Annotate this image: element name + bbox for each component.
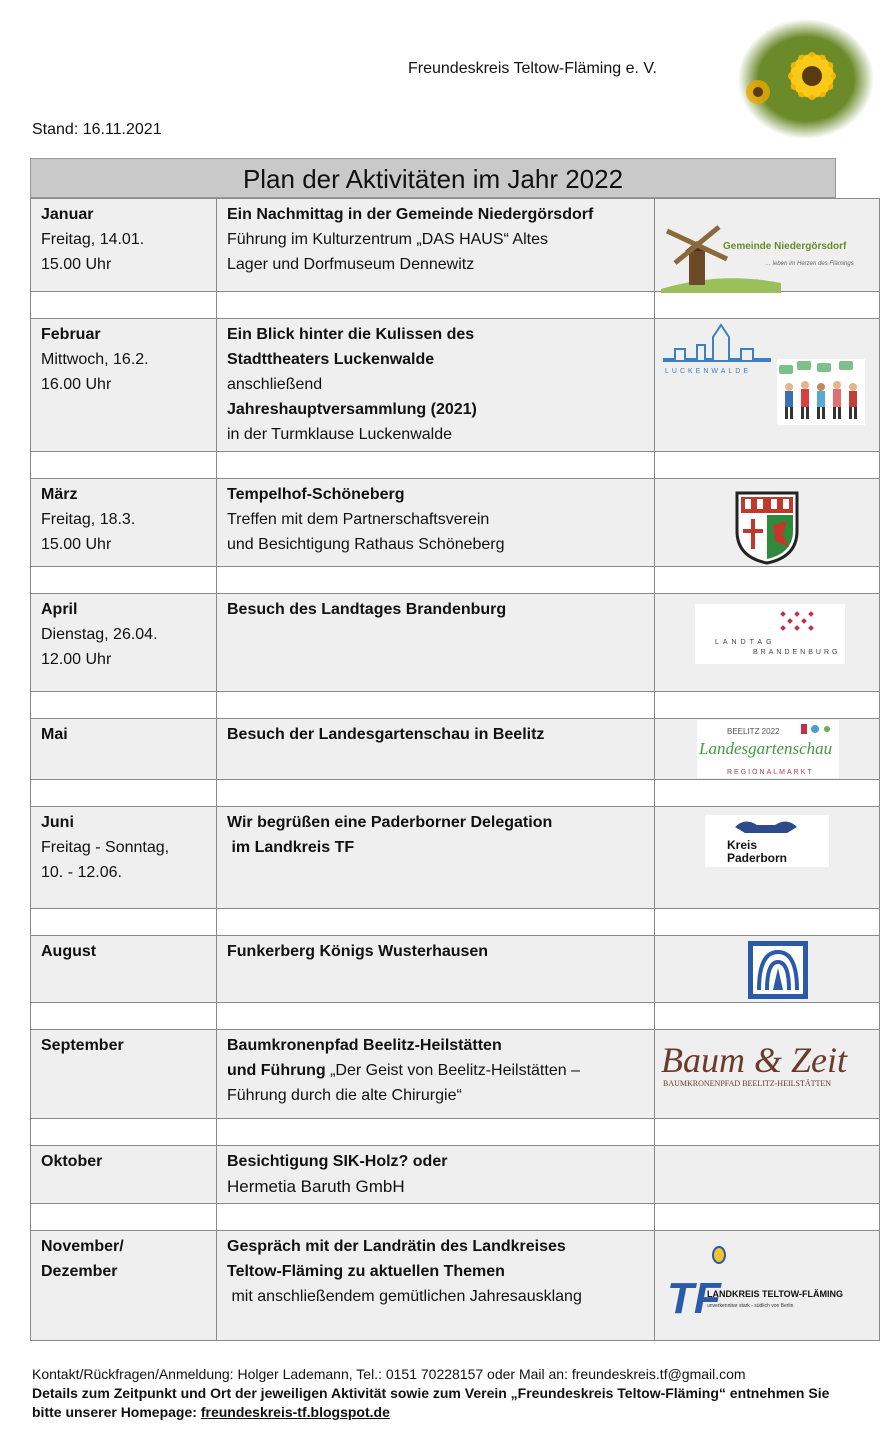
activity-cell — [217, 719, 655, 780]
people-illustration — [777, 359, 865, 425]
activity-line: und Besichtigung Rathaus Schöneberg — [227, 536, 505, 553]
logo-main: Baum & Zeit — [661, 1040, 847, 1080]
table-row — [31, 807, 880, 909]
spacer-row — [31, 1003, 880, 1030]
logo-cell — [655, 1146, 880, 1204]
logo-name: Gemeinde Niedergörsdorf — [723, 241, 847, 252]
activity-cell — [217, 936, 655, 1003]
baum-und-zeit-logo — [661, 1038, 873, 1094]
activity-cell — [217, 594, 655, 692]
activity-title: Ein Nachmittag in der Gemeinde Niedergörsdorf — [227, 206, 594, 223]
sunflower-logo — [736, 18, 876, 140]
homepage-line — [32, 1403, 852, 1422]
logo-sub: REGIONALMARKT — [727, 769, 814, 776]
activity-line: Lager und Dorfmuseum Dennewitz — [227, 256, 475, 273]
table-row — [31, 479, 880, 567]
activity-title: Funkerberg Königs Wusterhausen — [227, 943, 489, 960]
month-label: Februar — [41, 326, 101, 343]
activity-line — [227, 1058, 644, 1083]
logo-line1: LANDTAG — [715, 639, 776, 646]
month-label: Oktober — [41, 1153, 103, 1170]
logo-name: LUCKENWALDE — [665, 368, 752, 375]
activity-line: Treffen mit dem Partnerschaftsverein — [227, 511, 490, 528]
month-label: Dezember — [41, 1263, 118, 1280]
logo-mark: TF — [667, 1274, 721, 1319]
logo-tagline: unverkennbar stark - südlich von Berlin — [707, 1303, 794, 1309]
date-cell — [31, 1231, 217, 1341]
radio-tower-icon — [747, 940, 809, 1000]
logo-main: Landesgartenschau — [699, 739, 833, 758]
time: 15.00 Uhr — [41, 256, 112, 273]
plan-title: Plan der Aktivitäten im Jahr 2022 — [30, 158, 836, 198]
activity-cell — [217, 479, 655, 567]
activity-cell — [217, 1231, 655, 1341]
logo-cell — [655, 1030, 880, 1119]
activity-title: Ein Blick hinter die Kulissen des — [227, 326, 475, 343]
table-row — [31, 319, 880, 452]
paderborn-logo — [705, 815, 829, 867]
spacer-row — [31, 1119, 880, 1146]
logo-cell — [655, 936, 880, 1003]
logo-cell — [655, 807, 880, 909]
activity-title: Stadttheaters Luckenwalde — [227, 351, 435, 368]
date-cell — [31, 719, 217, 780]
logo-cell — [655, 479, 880, 567]
table-row — [31, 199, 880, 292]
details-line: Details zum Zeitpunkt und Ort der jeweiligen Aktivität sowie zum Verein „Freundeskreis Teltow-Fläming“ entnehmen Sie — [32, 1385, 830, 1401]
month-label: April — [41, 601, 78, 618]
activity-plan — [30, 158, 854, 1341]
time: 15.00 Uhr — [41, 536, 112, 553]
time: 10. - 12.06. — [41, 864, 122, 881]
activity-title: Teltow-Fläming zu aktuellen Themen — [227, 1263, 505, 1280]
activity-cell — [217, 1146, 655, 1204]
weekday-date: Freitag, 18.3. — [41, 511, 136, 528]
logo-cell — [655, 199, 880, 292]
weekday-date: Mittwoch, 16.2. — [41, 351, 149, 368]
coat-of-arms-icon — [735, 491, 799, 565]
logo-name: LANDKREIS TELTOW-FLÄMING — [707, 1289, 843, 1299]
logo-cell — [655, 594, 880, 692]
logo-line2: BRANDENBURG — [753, 649, 841, 656]
activity-title: Tempelhof-Schöneberg — [227, 486, 405, 503]
logo-cell — [655, 719, 880, 780]
activity-line: in der Turmklause Luckenwalde — [227, 426, 453, 443]
date-cell — [31, 1030, 217, 1119]
spacer-row — [31, 292, 880, 319]
weekday-date: Dienstag, 26.04. — [41, 626, 158, 643]
footer — [32, 1365, 852, 1422]
month-label: Januar — [41, 206, 94, 223]
activity-title: Gespräch mit der Landrätin des Landkreises — [227, 1238, 566, 1255]
spacer-row — [31, 567, 880, 594]
date-cell — [31, 1146, 217, 1204]
organization-name: Freundeskreis Teltow-Fläming e. V. — [408, 60, 657, 77]
activity-line: Führung durch die alte Chirurgie“ — [227, 1087, 462, 1104]
weekday-date: Freitag - Sonntag, — [41, 839, 170, 856]
niedergoersdorf-logo — [661, 221, 871, 293]
logo-tagline: … leben im Herzen des Flämings — [765, 261, 854, 267]
activity-line: Führung im Kulturzentrum „DAS HAUS“ Altes — [227, 231, 548, 248]
activity-title: Baumkronenpfad Beelitz-Heilstätten — [227, 1037, 502, 1054]
date-cell — [31, 199, 217, 292]
logo-cell — [655, 1231, 880, 1341]
activity-cell — [217, 1030, 655, 1119]
logo-sub: BAUMKRONENPFAD BEELITZ-HEILSTÄTTEN — [663, 1079, 832, 1088]
month-label: September — [41, 1037, 124, 1054]
weekday-date: Freitag, 14.01. — [41, 231, 145, 248]
month-label: November/ — [41, 1238, 124, 1255]
landtag-logo — [695, 604, 845, 664]
date-cell — [31, 807, 217, 909]
luckenwalde-logo — [661, 323, 776, 383]
table-row — [31, 936, 880, 1003]
table-row — [31, 1030, 880, 1119]
logo-top: BEELITZ 2022 — [727, 727, 780, 736]
date-cell — [31, 936, 217, 1003]
spacer-row — [31, 909, 880, 936]
spacer-row — [31, 692, 880, 719]
month-label: Mai — [41, 726, 68, 743]
table-row — [31, 1231, 880, 1341]
month-label: August — [41, 943, 97, 960]
time: 16.00 Uhr — [41, 376, 112, 393]
month-label: Juni — [41, 814, 74, 831]
activity-cell — [217, 807, 655, 909]
activity-line: mit anschließendem gemütlichen Jahresausklang — [227, 1288, 582, 1305]
logo-line2: Paderborn — [727, 851, 788, 865]
activity-line: Hermetia Baruth GmbH — [227, 1177, 405, 1196]
spacer-row — [31, 452, 880, 479]
homepage-link[interactable]: freundeskreis-tf.blogspot.de — [200, 1404, 390, 1420]
table-row — [31, 719, 880, 780]
time: 12.00 Uhr — [41, 651, 112, 668]
month-label: März — [41, 486, 78, 503]
activity-title: Besichtigung SIK-Holz? oder — [227, 1153, 448, 1170]
date-cell — [31, 594, 217, 692]
homepage-prefix: bitte unserer Homepage: — [32, 1404, 201, 1420]
activity-title: im Landkreis TF — [227, 839, 355, 856]
activity-cell — [217, 319, 655, 452]
stand-date: Stand: 16.11.2021 — [32, 121, 162, 138]
date-cell — [31, 319, 217, 452]
logo-line1: Kreis — [727, 838, 758, 852]
date-cell — [31, 479, 217, 567]
spacer-row — [31, 780, 880, 807]
activity-table — [30, 198, 880, 1341]
activity-title: Besuch des Landtages Brandenburg — [227, 601, 507, 618]
contact-line: Kontakt/Rückfragen/Anmeldung: Holger Lademann, Tel.: 0151 70228157 oder Mail an: freundeskreis.tf@gmail.com — [32, 1366, 746, 1382]
activity-title: Jahreshauptversammlung (2021) — [227, 401, 477, 418]
activity-line-plain: „Der Geist von Beelitz-Heilstätten – — [325, 1062, 580, 1079]
activity-line-bold: und Führung — [227, 1062, 326, 1079]
table-row — [31, 594, 880, 692]
spacer-row — [31, 1204, 880, 1231]
landesgartenschau-logo — [697, 720, 839, 778]
activity-cell — [217, 199, 655, 292]
landkreis-tf-logo — [667, 1245, 867, 1319]
activity-title: Wir begrüßen eine Paderborner Delegation — [227, 814, 553, 831]
activity-title: Besuch der Landesgartenschau in Beelitz — [227, 726, 545, 743]
table-row — [31, 1146, 880, 1204]
activity-line: anschließend — [227, 376, 323, 393]
logo-cell — [655, 319, 880, 452]
